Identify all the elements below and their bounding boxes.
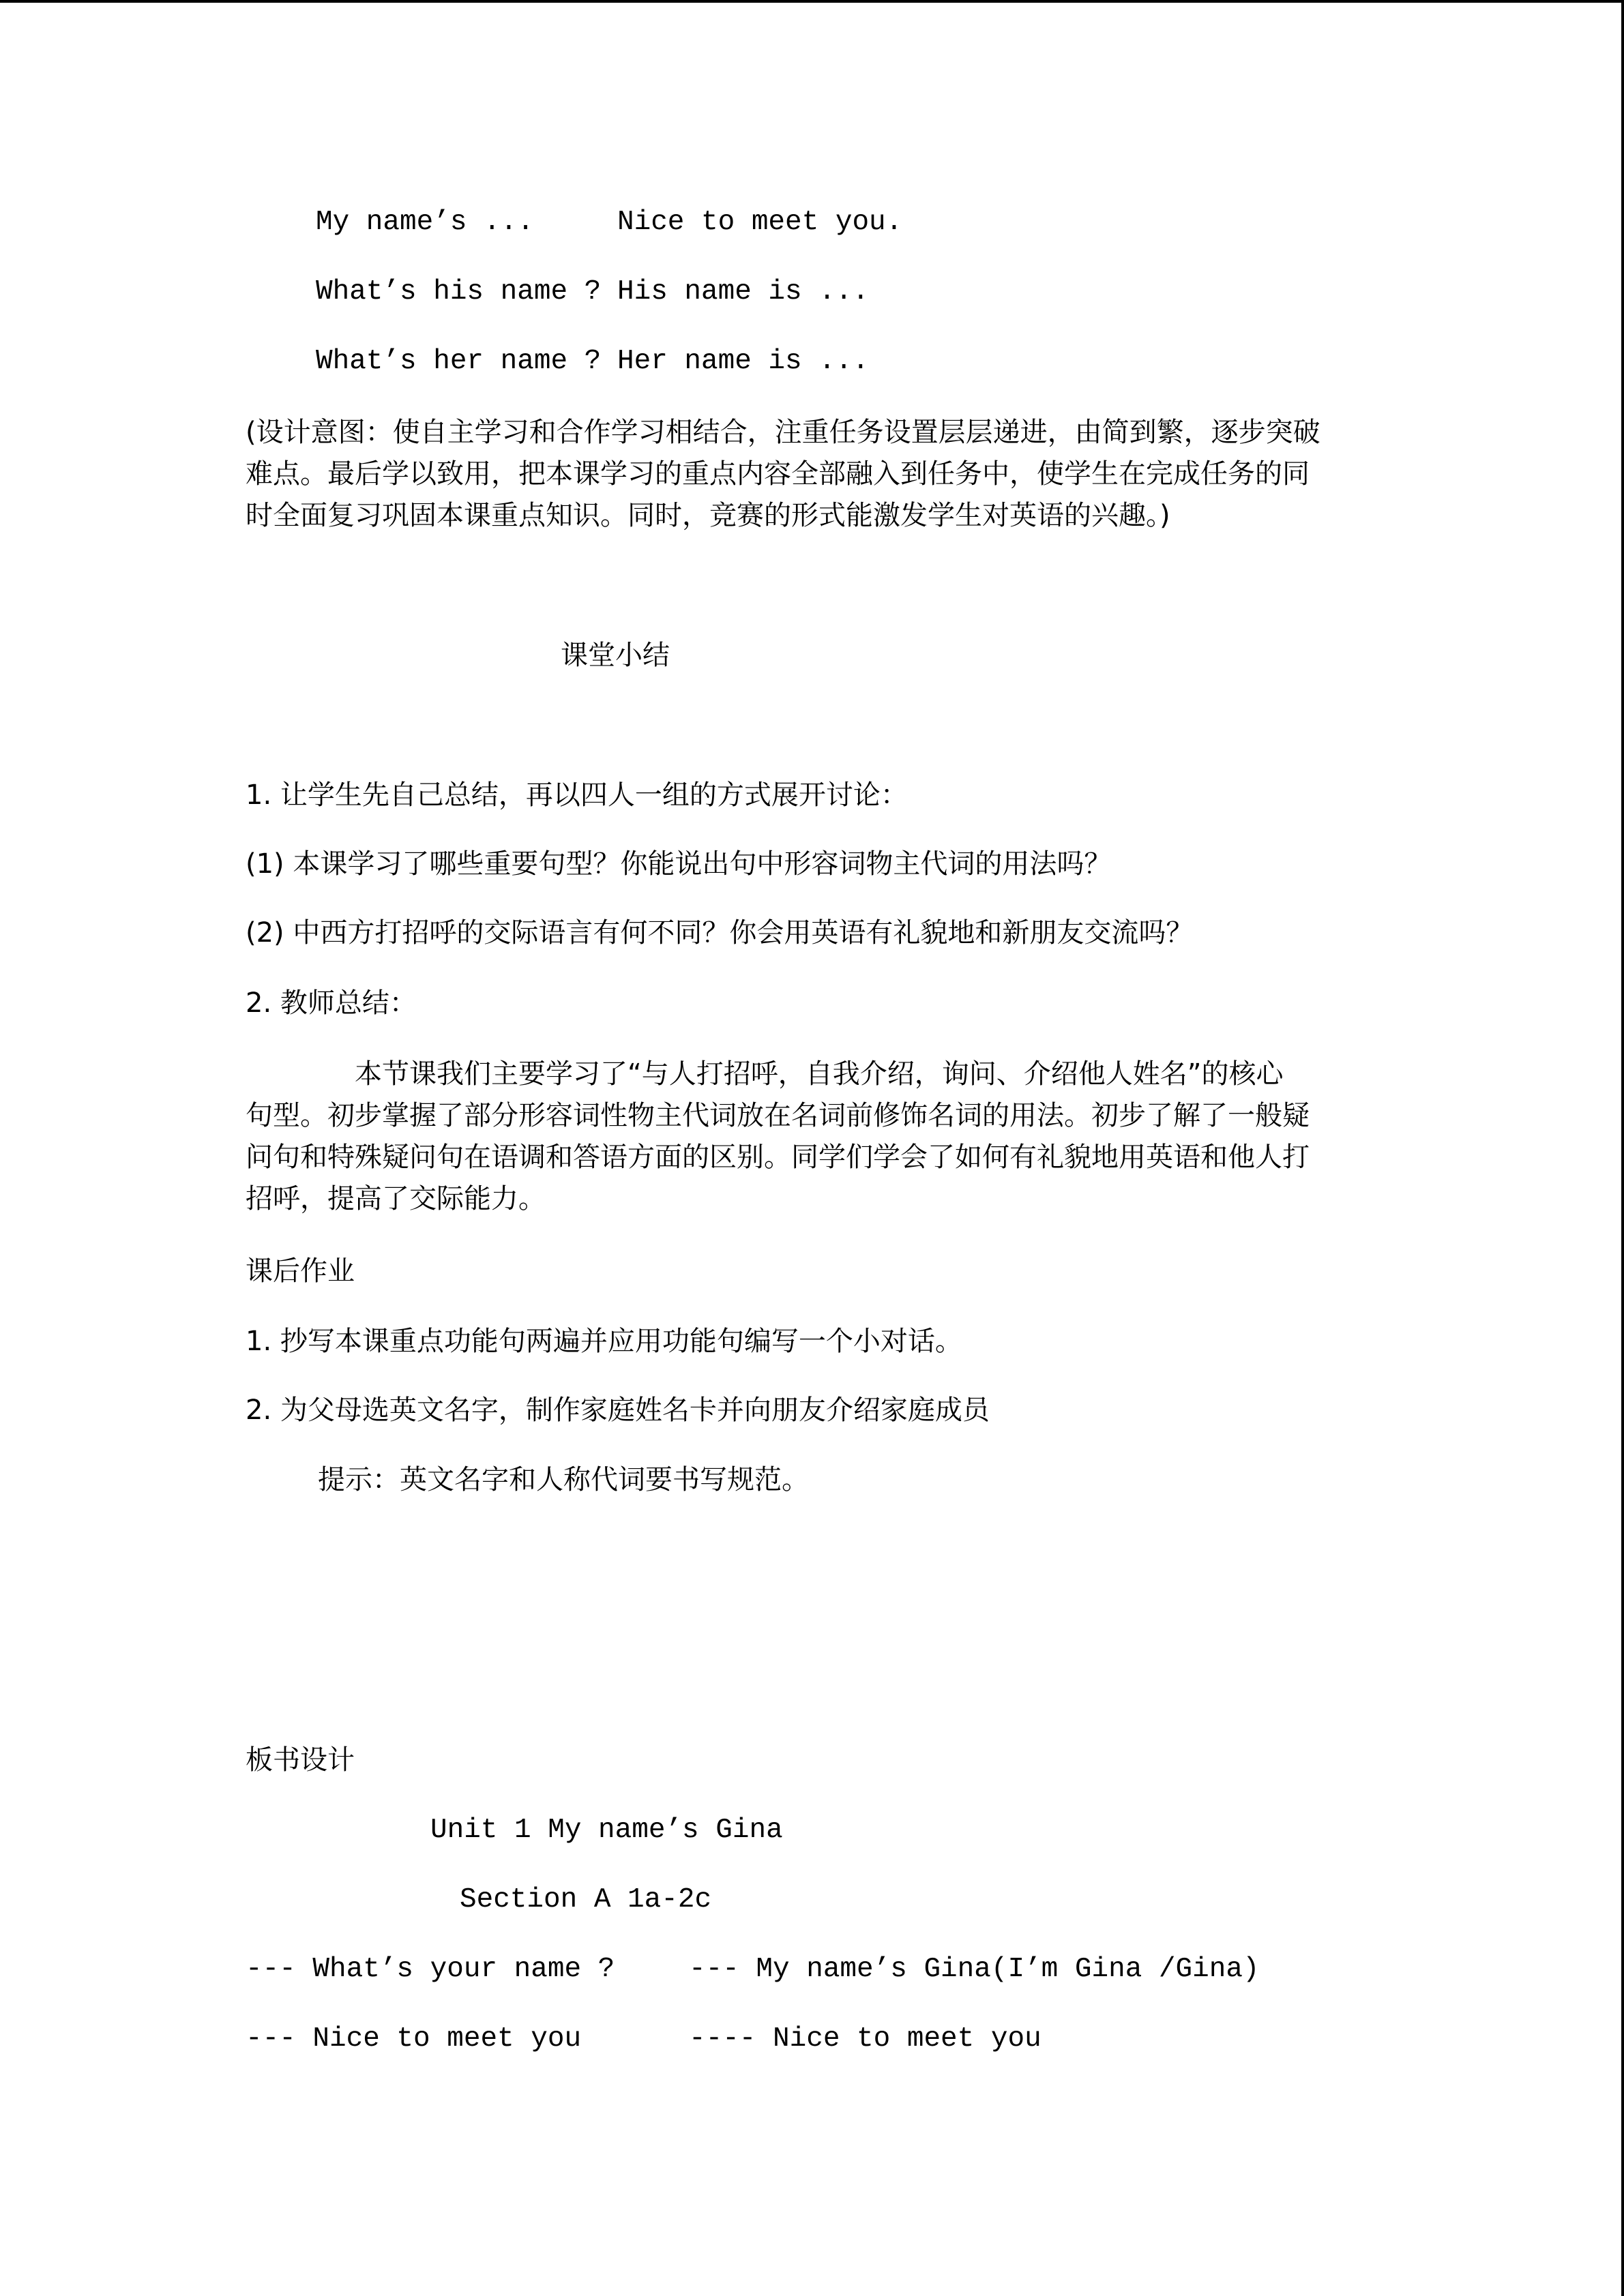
teacher-summary-line: 句型。初步掌握了部分形容词性物主代词放在名词前修饰名词的用法。初步了解了一般疑 [246, 1100, 1310, 1131]
summary-item-2: 2. 教师总结： [246, 987, 417, 1019]
teacher-summary-line: 招呼，提高了交际能力。 [246, 1183, 546, 1214]
dialogue-line-3-right: Her name is ... [617, 346, 870, 377]
dialogue-line-2-right: His name is ... [617, 276, 870, 308]
design-intent-paragraph [246, 412, 1378, 537]
homework-heading: 课后作业 [246, 1255, 355, 1287]
board-row-1-right: --- My name’s Gina(I’m Gina /Gina) [689, 1954, 1260, 1985]
board-title: Unit 1 My name’s Gina [430, 1815, 783, 1846]
board-row-2-left: --- Nice to meet you [246, 2023, 582, 2055]
dialogue-line-1-left: My name’s ... [316, 207, 534, 238]
design-intent-line: 时全面复习巩固本课重点知识。同时，竞赛的形式能激发学生对英语的兴趣。) [246, 500, 1170, 531]
board-row-1-left: --- What’s your name ? [246, 1954, 615, 1985]
design-intent-line: 难点。最后学以致用，把本课学习的重点内容全部融入到任务中，使学生在完成任务的同 [246, 458, 1310, 490]
teacher-summary-paragraph [246, 1054, 1378, 1220]
summary-heading: 课堂小结 [561, 640, 670, 671]
board-heading: 板书设计 [246, 1744, 355, 1776]
homework-hint: 提示：英文名字和人称代词要书写规范。 [318, 1464, 809, 1495]
dialogue-line-2-left: What’s his name ? [316, 276, 602, 308]
board-section: Section A 1a-2c [460, 1884, 712, 1915]
summary-subitem-1: (1) 本课学习了哪些重要句型？你能说出句中形容词物主代词的用法吗？ [246, 848, 1112, 880]
teacher-summary-line: 问句和特殊疑问句在语调和答语方面的区别。同学们学会了如何有礼貌地用英语和他人打 [246, 1142, 1310, 1173]
summary-subitem-2: (2) 中西方打招呼的交际语言有何不同？你会用英语有礼貌地和新朋友交流吗？ [246, 917, 1194, 949]
design-intent-line: (设计意图：使自主学习和合作学习相结合，注重任务设置层层递进，由简到繁，逐步突破 [246, 417, 1320, 448]
board-row-2-right: ---- Nice to meet you [689, 2023, 1042, 2055]
homework-item-2: 2. 为父母选英文名字，制作家庭姓名卡并向朋友介绍家庭成员 [246, 1395, 990, 1426]
dialogue-line-1-right: Nice to meet you. [617, 207, 903, 238]
summary-item-1: 1. 让学生先自己总结，再以四人一组的方式展开讨论： [246, 779, 908, 811]
dialogue-line-3-left: What’s her name ? [316, 346, 602, 377]
teacher-summary-line: 本节课我们主要学习了“与人打招呼，自我介绍，询问、介绍他人姓名”的核心 [355, 1058, 1284, 1090]
homework-item-1: 1. 抄写本课重点功能句两遍并应用功能句编写一个小对话。 [246, 1326, 962, 1357]
